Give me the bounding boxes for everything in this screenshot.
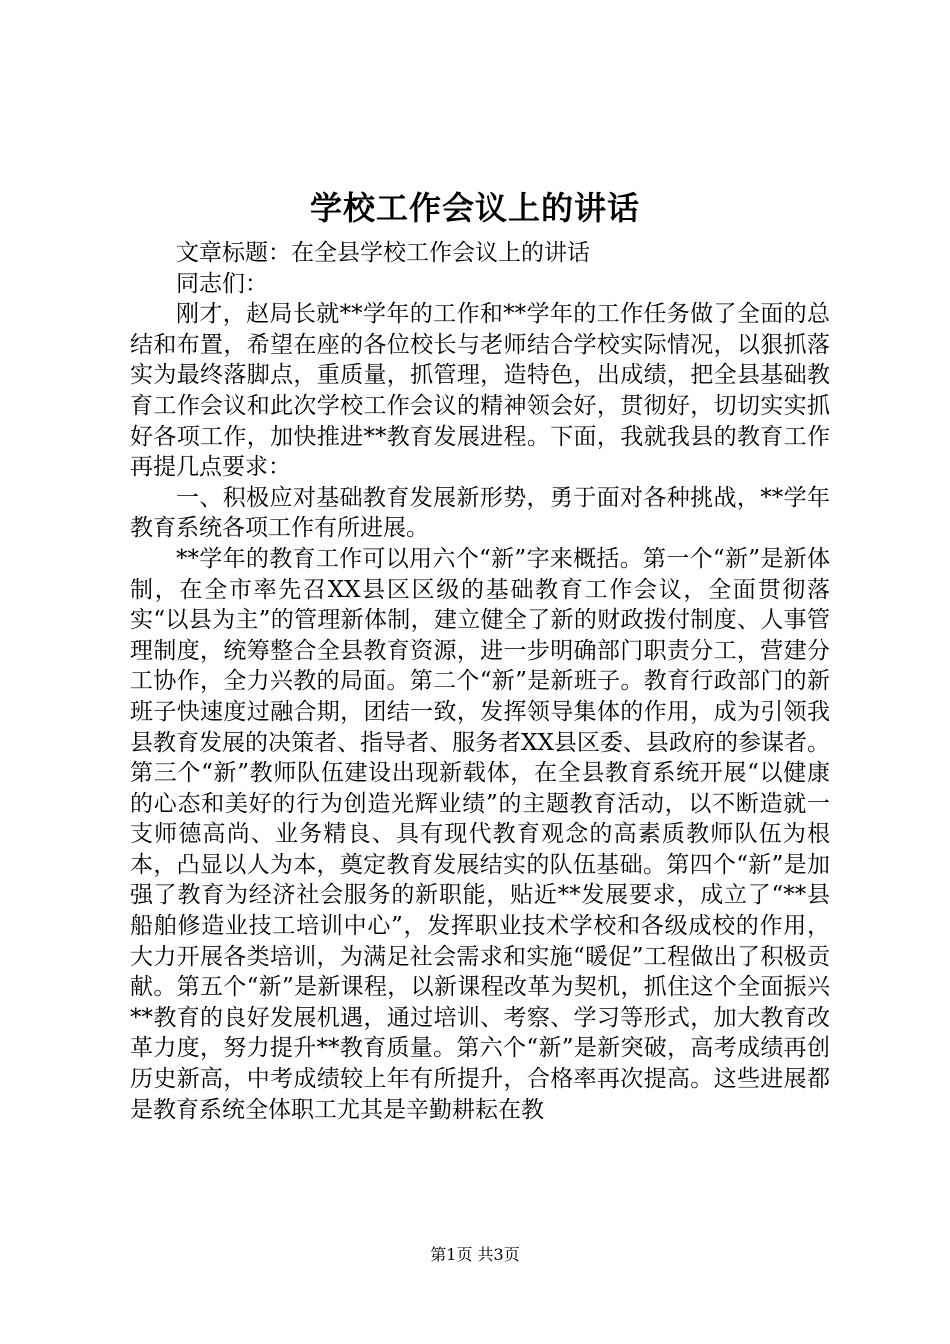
document-title: 学校工作会议上的讲话 [309, 189, 640, 227]
section-heading-1: 一、积极应对基础教育发展新形势，勇于面对各种挑战，**学年教育系统各项工作有所进展。 [130, 484, 830, 542]
salutation: 同志们： [176, 270, 268, 297]
document-body [130, 238, 830, 1125]
paragraph-intro: 刚才，赵局长就**学年的工作和**学年的工作任务做了全面的总结和布置，希望在座的各位校长与老师结合学校实际情况，以狠抓落实为最终落脚点，重质量，抓管理，造特色，出成绩，把全县基础教育工作会议和此次学校工作会议的精神领会好，贯彻好，切切实实抓好各项工作，加快推进**教育发展进程。下面，我就我县的教育工作再提几点要求： [130, 301, 830, 481]
paragraph-six-new: **学年的教育工作可以用六个“新”字来概括。第一个“新”是新体制，在全市率先召XX县区区级的基础教育工作会议，全面贯彻落实“以县为主”的管理新体制，建立健全了新的财政拨付制度、人事管理制度，统筹整合全县教育资源，进一步明确部门职责分工，营建分工协作，全力兴教的局面。第二个“新”是新班子。教育行政部门的新班子快速度过融合期，团结一致，发挥领导集体的作用，成为引领我县教育发展的决策者、指导者、服务者XX县区委、县政府的参谋者。第三个“新”教师队伍建设出现新载体，在全县教育系统开展“以健康的心态和美好的行为创造光辉业绩”的主题教育活动，以不断造就一支师德高尚、业务精良、具有现代教育观念的高素质教师队伍为根本，凸显以人为本，奠定教育发展结实的队伍基础。第四个“新”是加强了教育为经济社会服务的新职能，贴近**发展要求，成立了“**县船舶修造业技工培训中心”，发挥职业技术学校和各级成校的作用，大力开展各类培训，为满足社会需求和实施“暖促”工程做出了积极贡献。第五个“新”是新课程，以新课程改革为契机，抓住这个全面振兴**教育的良好发展机遇，通过培训、考察、学习等形式，加大教育改革力度，努力提升**教育质量。第六个“新”是新突破，高考成绩再创历史新高，中考成绩较上年有所提升，合格率再次提高。这些进展都是教育系统全体职工尤其是辛勤耕耘在教 [130, 545, 830, 1123]
page-footer: 第1页 共3页 [430, 1245, 520, 1264]
article-title-line: 文章标题：在全县学校工作会议上的讲话 [176, 240, 590, 266]
